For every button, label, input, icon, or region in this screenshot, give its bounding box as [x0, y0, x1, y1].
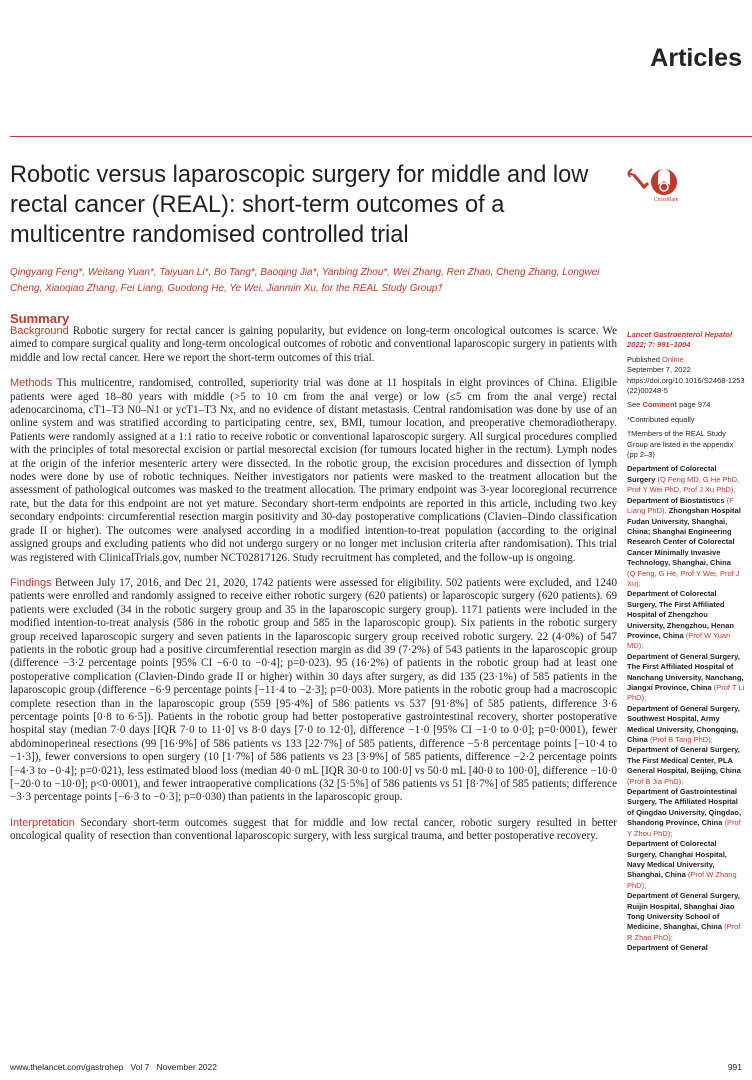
- crossmark-icon: [624, 167, 680, 201]
- page-footer: [10, 1062, 217, 1072]
- journal-citation: Lancet Gastroenterol Hepatol 2022; 7: 991–1004: [627, 330, 733, 350]
- page-number: 991: [727, 1062, 742, 1072]
- affiliation-names: (Prof W Yuan MD);: [627, 630, 731, 651]
- publication-info: [627, 355, 745, 397]
- affiliation-item: [627, 704, 745, 746]
- methods-paragraph: [10, 377, 617, 565]
- published-online-link[interactable]: Online: [662, 354, 684, 364]
- affiliation-dept: Department of Gastrointestinal Surgery, The Affiliated Hospital of Qingdao University, Qingdao, Shandong Province, China: [627, 787, 742, 828]
- affiliation-dept: Department of General Surgery, The First Medical Center, PLA General Hospital, Beijing, China: [627, 745, 741, 776]
- footer-date: November 2022: [156, 1062, 217, 1072]
- findings-text: Between July 17, 2016, and Dec 21, 2020, 1742 patients were assessed for eligibility. 502 patients were excluded, and 1240 patients were enrolled and randomly assigned to receive either robotic surgery (620 patients) or laparoscopic surgery (620 patients). 69 patients were excluded (34 in the robotic surgery group and 35 in the laparoscopic surgery group). 1171 patients were included in the modified intention-to-treat analysis (586 in the robotic group and 585 in the laparoscopic group). Six patients in the robotic surgery group received laparoscopic surgery and seven patients in the laparoscopic surgery group received robotic surgery. 22 (4·0%) of 547 patients in the robotic group had a positive circumferential resection margin as did 39 (7·2%) of 543 patients in the laparoscopic group (difference −3·2 percentage points [95% CI −6·0 to −0·4]; p=0·023). 95 (16·2%) of patients in the robotic group had at least one postoperative complication (Clavien-Dindo grade II or higher) within 30 days after surgery, as did 135 (23·1%) of 585 patients in the laparoscopic group (difference −6·9 percentage points [−11·4 to −2·3]; p=0·003). More patients in the robotic group had a macroscopic complete resection than in the laparoscopic group (559 [95·4%] of 586 patients vs 537 [91·8%] of 585 patients, difference 3·6 percentage points [0·8 to 6·5]). Patients in the robotic group had better postoperative gastrointestinal recovery, shorter postoperative hospital stay (median 7·0 days [IQR 7·0 to 11·0] vs 8·0 days [7·0 to 12·0], difference −1·0 [95% CI −1·0 to 0·0]; p=0·0001), fewer abdominoperineal resections (99 [16·9%] of 586 patients vs 133 [22·7%] of 585 patients, difference −5·8 percentage points [−10·4 to −1·3]), fewer conversions to open surgery (10 [1·7%] of 586 patients vs 23 [3·9%] of 585 patients, difference −2·2 percentage points [−4·3 to −0·4]; p=0·021), less estimated blood loss (median 40·0 mL [IQR 30·0 to 100·0] vs 50·0 mL [40·0 to 100·0], difference −10·0 [−20·0 to −10·0]; p<0·0001), and fewer intraoperative complications (32 [5·5%] of 586 patients vs 51 [8·7%] of 585 patients; difference −3·3 percentage points [−6·3 to −0·3]; p=0·030) than patients in the laparoscopic group.: [10, 576, 617, 804]
- background-label: Background: [10, 325, 69, 337]
- affiliation-item: [627, 839, 745, 891]
- crossmark-badge[interactable]: [624, 167, 680, 207]
- footer-url[interactable]: www.thelancet.com/gastrohep: [10, 1062, 124, 1072]
- affiliation-dept: Department of General Surgery, The First Affiliated Hospital of Nanchang University, Nanchang, Jiangxi Province, China: [627, 651, 744, 692]
- affiliation-item: [627, 652, 745, 704]
- findings-paragraph: [10, 577, 617, 805]
- background-paragraph: [10, 325, 617, 365]
- methods-label: Methods: [10, 377, 53, 390]
- comment-link[interactable]: Comment: [642, 400, 678, 410]
- affiliation-item: [627, 589, 745, 651]
- affiliation-names: (F Liang PhD),: [627, 495, 734, 516]
- affiliation-item: [627, 496, 745, 569]
- affiliation-names: (Prof W Zhang PhD);: [627, 870, 737, 890]
- margin-sidebar: [627, 330, 745, 954]
- interpretation-label: Interpretation: [10, 816, 75, 829]
- interpretation-paragraph: [10, 817, 617, 844]
- affiliation-item: [627, 943, 745, 953]
- author-list: Qingyang Feng*, Weitang Yuan*, Taiyuan Li*, Bo Tang*, Baoqing Jia*, Yanbing Zhou*, Wei Zhang, Ren Zhao, Cheng Zhang, Longwei Cheng, Xiaoqiao Zhang, Fei Liang, Guodong He, Ye Wei, Jianmin Xu, for the REAL Study Group†: [10, 267, 600, 294]
- footer-volume: Vol 7: [130, 1062, 150, 1072]
- doi-link[interactable]: https://doi.org/10.1016/S2468-1253(22)00248-5: [627, 375, 745, 396]
- affiliation-names: (Q Feng, G He, Prof Y Wei, Prof J Xu);: [627, 568, 740, 588]
- findings-label: Findings: [10, 576, 52, 589]
- affiliation-list: [627, 464, 745, 953]
- affiliation-item: [627, 464, 745, 495]
- background-text: Robotic surgery for rectal cancer is gaining popularity, but evidence on long-term oncological outcomes is scarce. We aimed to compare surgical quality and long-term oncological outcomes of robotic and conventional laparoscopic surgery in patients with middle and low rectal cancer. Here we report the short-term outcomes of this trial.: [10, 325, 617, 364]
- affiliation-dept: Department of General: [627, 943, 708, 953]
- abstract-body: [10, 325, 617, 856]
- see-suffix: page 974: [677, 400, 711, 410]
- affiliation-dept: Department of Colorectal Surgery: [627, 464, 717, 484]
- affiliation-item: [627, 891, 745, 943]
- affiliation-item: [627, 787, 745, 839]
- affiliation-dept: Department of Colorectal Surgery, The First Affiliated Hospital of Zhengzhou University, Zhengzhou, Henan Province, China: [627, 589, 734, 640]
- affiliation-names: (Prof B Tang PhD);: [649, 735, 713, 745]
- affiliation-names: (Q Feng MD, G He PhD, Prof Y Wei PhD, Prof J Xu PhD),: [627, 474, 740, 495]
- published-date: September 7, 2022: [627, 365, 691, 375]
- summary-heading: Summary: [10, 311, 70, 326]
- affiliation-names: (Prof Y Zhou PhD);: [627, 818, 741, 838]
- affiliation-dept: Department of General Surgery, Ruijin Hospital, Shanghai Jiao Tong University School of Medicine, Shanghai, China: [627, 891, 740, 932]
- see-prefix: See: [627, 400, 643, 410]
- members-note: †Members of the REAL Study Group are listed in the appendix (pp 2–3): [627, 429, 734, 460]
- affiliation-names: (Prof B Jia PhD);: [627, 776, 684, 786]
- methods-text: This multicentre, randomised, controlled, superiority trial was done at 11 hospitals in eight provinces of China. Eligible patients were aged 18–80 years with middle (>5 to 10 cm from the anal verge) or low (≤5 cm from the anal verge) rectal adenocarcinoma, cT1–T3 N0–N1 or ycT1–T3 Nx, and no evidence of distant metastasis. Central randomisation was done by use of an online system and was stratified according to participating centre, sex, BMI, tumour location, and preoperative chemoradiotherapy. Patients were randomly assigned at a 1:1 ratio to receive robotic or conventional laparoscopic surgery. All surgical procedures complied with the principles of total mesorectal excision or partial mesorectal excision (for tumours located higher in the rectum). Lymph nodes at the origin of the inferior mesenteric artery were dissected. In the robotic group, the excision procedures and dissection of lymph nodes were done by use of robotic techniques. Neither investigators nor patients were masked to the treatment allocation but the assessment of pathological outcomes was masked to the treatment allocation. The primary endpoint was 3-year locoregional recurrence rate, but the data for this endpoint are not yet mature. Secondary short-term endpoints are reported in this article, including two key secondary endpoints: circumferential resection margin positivity and 30-day postoperative complications (Clavien–Dindo classification grade II or higher). The outcomes were analysed according in a modified intention-to-treat population (according to the original assigned groups and excluding patients who did not undergo surgery or no longer met inclusion criteria after randomisation). This trial was registered with ClinicalTrials.gov, number NCT02817126. Study recruitment has completed, and the follow-up is ongoing.: [10, 377, 617, 564]
- published-label: Published: [627, 354, 660, 364]
- interpretation-text: Secondary short-term outcomes suggest that for middle and low rectal cancer, robotic surgery resulted in better oncological quality of resection than conventional laparoscopic surgery, with less surgical trauma, and better postoperative recovery.: [10, 816, 617, 843]
- crossmark-label: CrossMark: [654, 197, 679, 203]
- affiliation-institution: Zhongshan Hospital Fudan University, Shanghai, China; Shanghai Engineering Research Center of Colorectal Cancer Minimally Invasive Technology, Shanghai, China: [627, 506, 741, 568]
- affiliation-dept: Department of General Surgery, Southwest Hospital, Army Medical University, Chongqing, China: [627, 703, 740, 745]
- affiliation-item: [627, 569, 745, 590]
- article-title: Robotic versus laparoscopic surgery for middle and low rectal cancer (REAL): short-term outcomes of a multicentre randomised controlled trial: [10, 162, 589, 248]
- affiliation-names: (Prof R Zhao PhD);: [627, 922, 741, 942]
- affiliation-dept: Department of Biostatistics: [627, 495, 725, 505]
- see-comment: [627, 400, 745, 410]
- contributed-note: *Contributed equally: [627, 414, 695, 424]
- affiliation-dept: Department of Colorectal Surgery, Changhai Hospital, Navy Medical University, Shanghai, China: [627, 839, 727, 880]
- affiliation-item: [627, 745, 745, 787]
- section-heading: Articles: [650, 44, 742, 72]
- affiliation-names: (Prof T Li PhD);: [627, 683, 745, 703]
- header-rule: [10, 136, 752, 137]
